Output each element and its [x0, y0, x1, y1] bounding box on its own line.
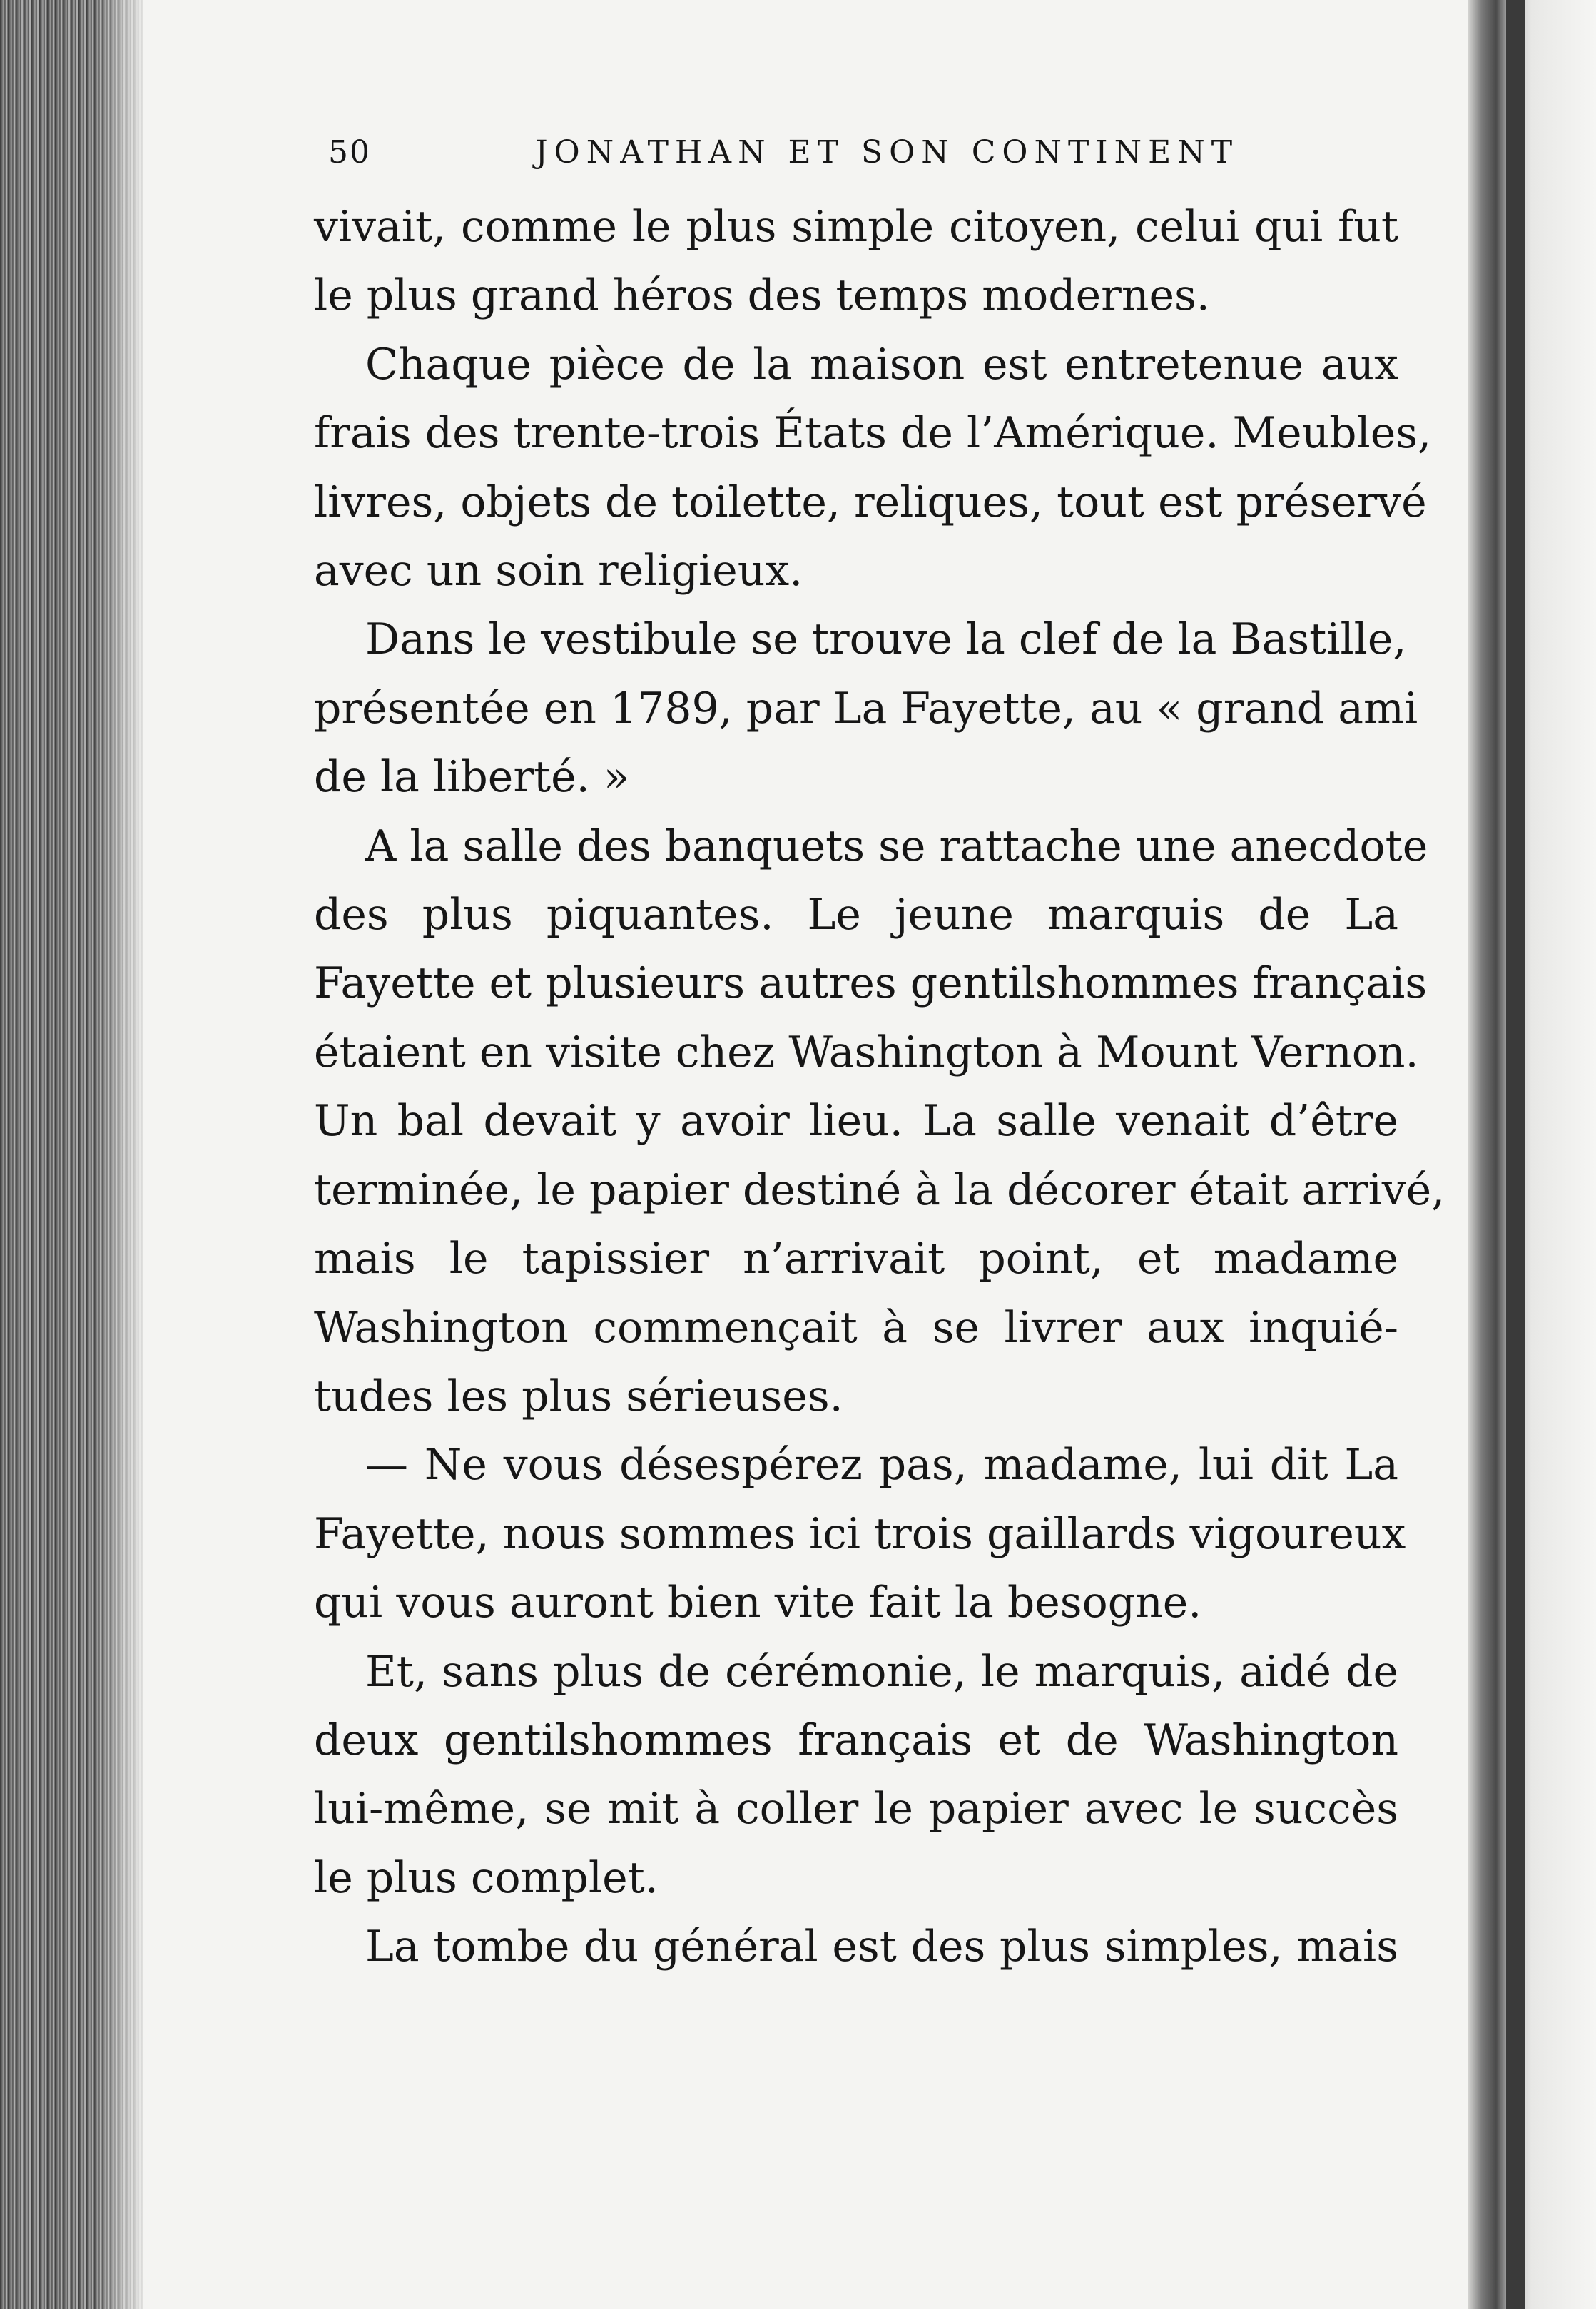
paragraph: [314, 193, 1398, 330]
text-line: le plus complet.: [314, 1852, 659, 1903]
text-line: le plus grand héros des temps modernes.: [314, 270, 1210, 321]
paragraph: [314, 330, 1432, 606]
paragraph: [314, 1638, 1398, 1913]
paragraph: [314, 1431, 1406, 1637]
text-line: avec un soin religieux.: [314, 546, 803, 597]
page-number: 50: [328, 134, 371, 171]
text-line: Dans le vestibule se trouve la clef de la Bastille,: [365, 614, 1407, 665]
scan-frame-line: [1506, 0, 1525, 2309]
paragraph: [314, 812, 1445, 1431]
paragraph: [314, 605, 1418, 811]
text-line: A la salle des banquets se rattache une anecdote: [365, 821, 1428, 871]
text-line: Washington commençait à se livrer aux inquié-: [314, 1302, 1398, 1353]
text-line: Fayette, nous sommes ici trois gaillards vigoureux: [314, 1508, 1406, 1559]
body-text: [314, 193, 1445, 1981]
text-line: de la liberté. »: [314, 752, 630, 803]
text-line: Un bal devait y avoir lieu. La salle venait d’être: [314, 1096, 1398, 1147]
text-line: des plus piquantes. Le jeune marquis de La: [314, 890, 1398, 940]
page-header: [314, 114, 1398, 193]
text-line: frais des trente-trois États de l’Amérique. Meubles,: [314, 408, 1432, 459]
running-title: JONATHAN ET SON CONTINENT: [535, 134, 1239, 171]
paragraph: [314, 1912, 1398, 1981]
text-line: Chaque pièce de la maison est entretenue aux: [365, 339, 1398, 390]
text-line: — Ne vous désespérez pas, madame, lui dit La: [365, 1440, 1398, 1491]
text-line: Fayette et plusieurs autres gentilshommes français: [314, 958, 1428, 1009]
text-line: qui vous auront bien vite fait la besogne.: [314, 1578, 1202, 1628]
text-line: tudes les plus sérieuses.: [314, 1371, 843, 1421]
text-line: La tombe du général est des plus simples, mais: [365, 1922, 1398, 1972]
text-line: mais le tapissier n’arrivait point, et madame: [314, 1234, 1398, 1284]
page-gutter-shadow: [93, 0, 150, 2309]
text-line: Et, sans plus de cérémonie, le marquis, aidé de: [365, 1646, 1398, 1697]
text-line: vivait, comme le plus simple citoyen, celui qui fut: [314, 202, 1398, 252]
page-right-border: [1468, 0, 1596, 2309]
text-line: étaient en visite chez Washington à Mount Vernon.: [314, 1027, 1419, 1077]
text-line: deux gentilshommes français et de Washington: [314, 1715, 1398, 1765]
text-line: présentée en 1789, par La Fayette, au « grand ami: [314, 683, 1418, 734]
text-line: terminée, le papier destiné à la décorer était arrivé,: [314, 1164, 1445, 1215]
text-line: livres, objets de toilette, reliques, tout est préservé: [314, 477, 1427, 527]
book-page: [314, 114, 1445, 1981]
text-line: lui-même, se mit à coller le papier avec le succès: [314, 1784, 1398, 1834]
